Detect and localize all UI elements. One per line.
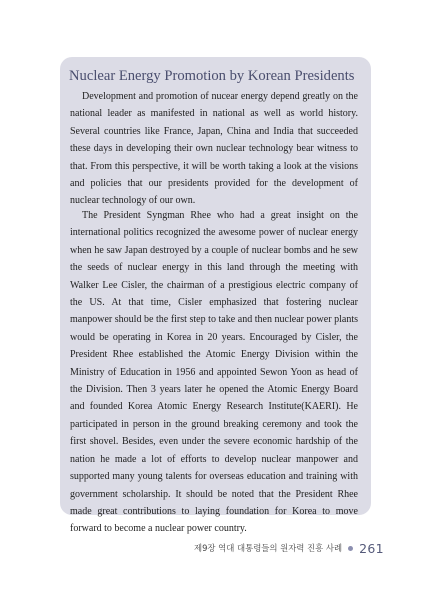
article-title: Nuclear Energy Promotion by Korean Presidents [69,68,355,84]
chapter-title: 제9장 역대 대통령들의 원자력 진흥 사례 [194,543,343,553]
paragraph-intro: Development and promotion of nucear energy depend greatly on the national leader as manifested in national as well as world history. Several countries like France, Japan, China and India that succeeded these days in developing their own nuclear technology bear witness to that. From this perspective, it will be worth taking a look at the visions and policies that our presidents provided for the development of nuclear technology of our own. [70,91,358,207]
page-number: 261 [359,540,384,556]
bullet-icon [348,546,353,551]
paragraph-syngman-rhee: The President Syngman Rhee who had a great insight on the international politics recognized the awesome power of nuclear energy when he saw Japan destroyed by a couple of nuclear bombs and he sew the seeds of nuclear energy in this land through the meeting with Walker Lee Cisler, the chairman of a prestigious electric company of the US. At that time, Cisler emphasized that fostering nuclear manpower should be the first step to take and then nuclear power plants would be operating in Korea in 20 years. Encouraged by Cisler, the President Rhee established the Atomic Energy Division within the Ministry of Education in 1956 and appointed Sewon Yoon as head of the Division. Then 3 years later he opened the Atomic Energy Board and founded Korea Atomic Energy Research Institute(KAERI). He participated in person in the ground breaking ceremony and took the first shovel. Besides, even under the severe economic hardship of the nation he made a lot of efforts to develop nuclear manpower and supported many young talents for overseas education and training with government scholarship. It should be noted that the President Rhee made great contributions to laying foundation for Korea to move forward to become a nuclear power country. [70,210,358,535]
page-footer [194,540,384,556]
